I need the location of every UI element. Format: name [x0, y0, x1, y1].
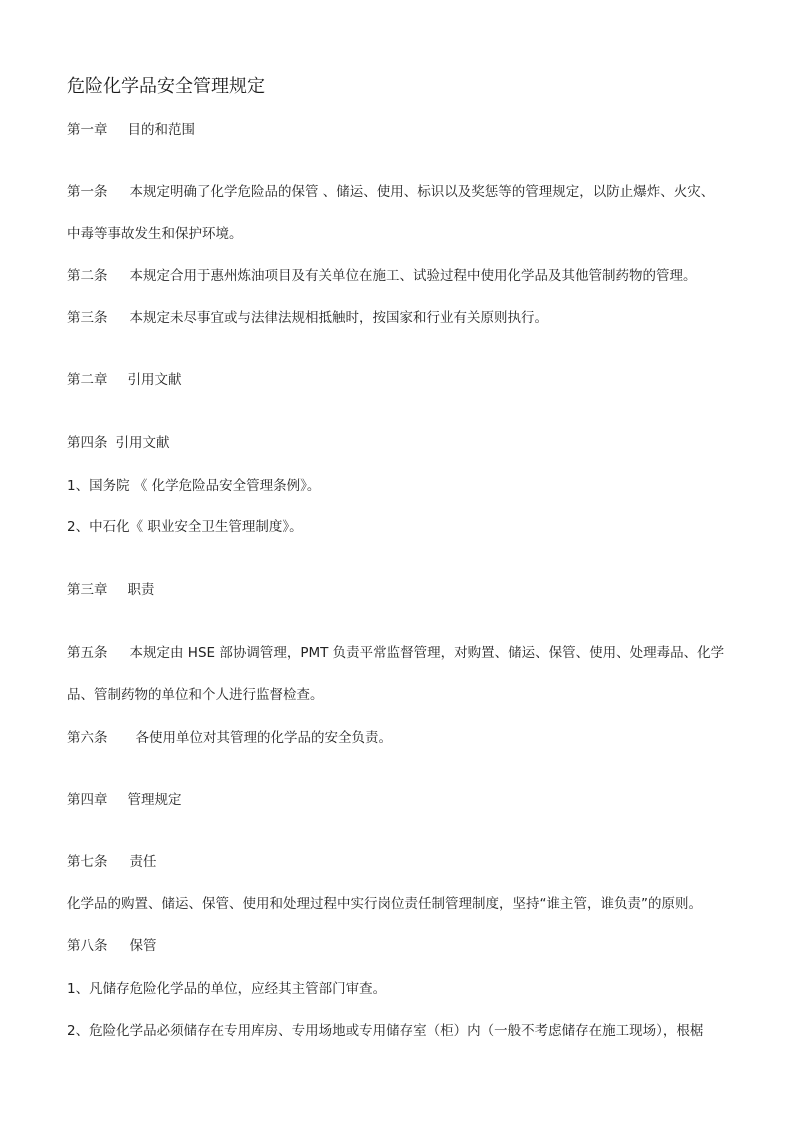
article-1-text-1: 本规定明确了化学危险品的保管 、储运、使用、标识以及奖惩等的管理规定，以防止爆炸、火灾、 [129, 184, 715, 200]
article-4-number: 第四条 [67, 435, 108, 451]
article-8-number: 第八条 [67, 938, 108, 954]
article-8-heading [67, 936, 157, 956]
chapter-1-heading [67, 120, 195, 140]
chapter-2-title: 引用文献 [127, 372, 182, 388]
article-3-text: 本规定未尽事宜或与法律法规相抵触时，按国家和行业有关原则执行。 [129, 310, 548, 326]
article-7-text: 化学品的购置、储运、保管、使用和处理过程中实行岗位责任制管理制度，坚持“谁主管，谁负责”的原则。 [67, 896, 702, 912]
article-5-text-1: 本规定由 HSE 部协调管理，PMT 负责平常监督管理，对购置、储运、保管、使用、处理毒品、化学 [129, 645, 725, 661]
article-7-number: 第七条 [67, 854, 108, 870]
article-2 [67, 266, 697, 286]
article-7-heading [67, 852, 157, 872]
chapter-4-heading [67, 790, 182, 810]
document-title: 危险化学品安全管理规定 [67, 76, 265, 97]
article-1-number: 第一条 [67, 184, 108, 200]
article-8-title: 保管 [129, 938, 157, 954]
article-2-text: 本规定合用于惠州炼油项目及有关单位在施工、试验过程中使用化学品及其他管制药物的管理。 [129, 268, 697, 284]
article-7-title: 责任 [129, 854, 157, 870]
chapter-1-number: 第一章 [67, 122, 108, 138]
chapter-3-number: 第三章 [67, 582, 108, 598]
chapter-2-number: 第二章 [67, 372, 108, 388]
article-1-line-1 [67, 182, 714, 202]
article-3 [67, 308, 548, 328]
reference-1: 1、国务院 《 化学危险品安全管理条例》。 [67, 478, 321, 494]
article-3-number: 第三条 [67, 310, 108, 326]
chapter-1-title: 目的和范围 [127, 122, 195, 138]
article-1-line-2: 中毒等事故发生和保护环境。 [67, 226, 243, 242]
article-8-item-2: 2、危险化学品必须储存在专用库房、专用场地或专用储存室（柜）内（一般不考虑储存在施工现场），根椐 [67, 1023, 704, 1039]
article-6 [67, 728, 392, 748]
chapter-3-heading [67, 580, 155, 600]
article-4 [67, 433, 170, 453]
chapter-2-heading [67, 370, 182, 390]
article-2-number: 第二条 [67, 268, 108, 284]
article-5-line-1 [67, 643, 724, 663]
reference-2: 2、中石化《 职业安全卫生管理制度》。 [67, 519, 303, 535]
article-8-item-1: 1、凡储存危险化学品的单位，应经其主管部门审查。 [67, 981, 387, 997]
chapter-4-number: 第四章 [67, 792, 108, 808]
article-6-number: 第六条 [67, 730, 108, 746]
article-6-text: 各使用单位对其管理的化学品的安全负责。 [135, 730, 392, 746]
chapter-3-title: 职责 [127, 582, 155, 598]
article-5-line-2: 品、管制药物的单位和个人进行监督检查。 [67, 687, 324, 703]
article-4-title: 引用文献 [115, 435, 170, 451]
chapter-4-title: 管理规定 [127, 792, 182, 808]
article-5-number: 第五条 [67, 645, 108, 661]
